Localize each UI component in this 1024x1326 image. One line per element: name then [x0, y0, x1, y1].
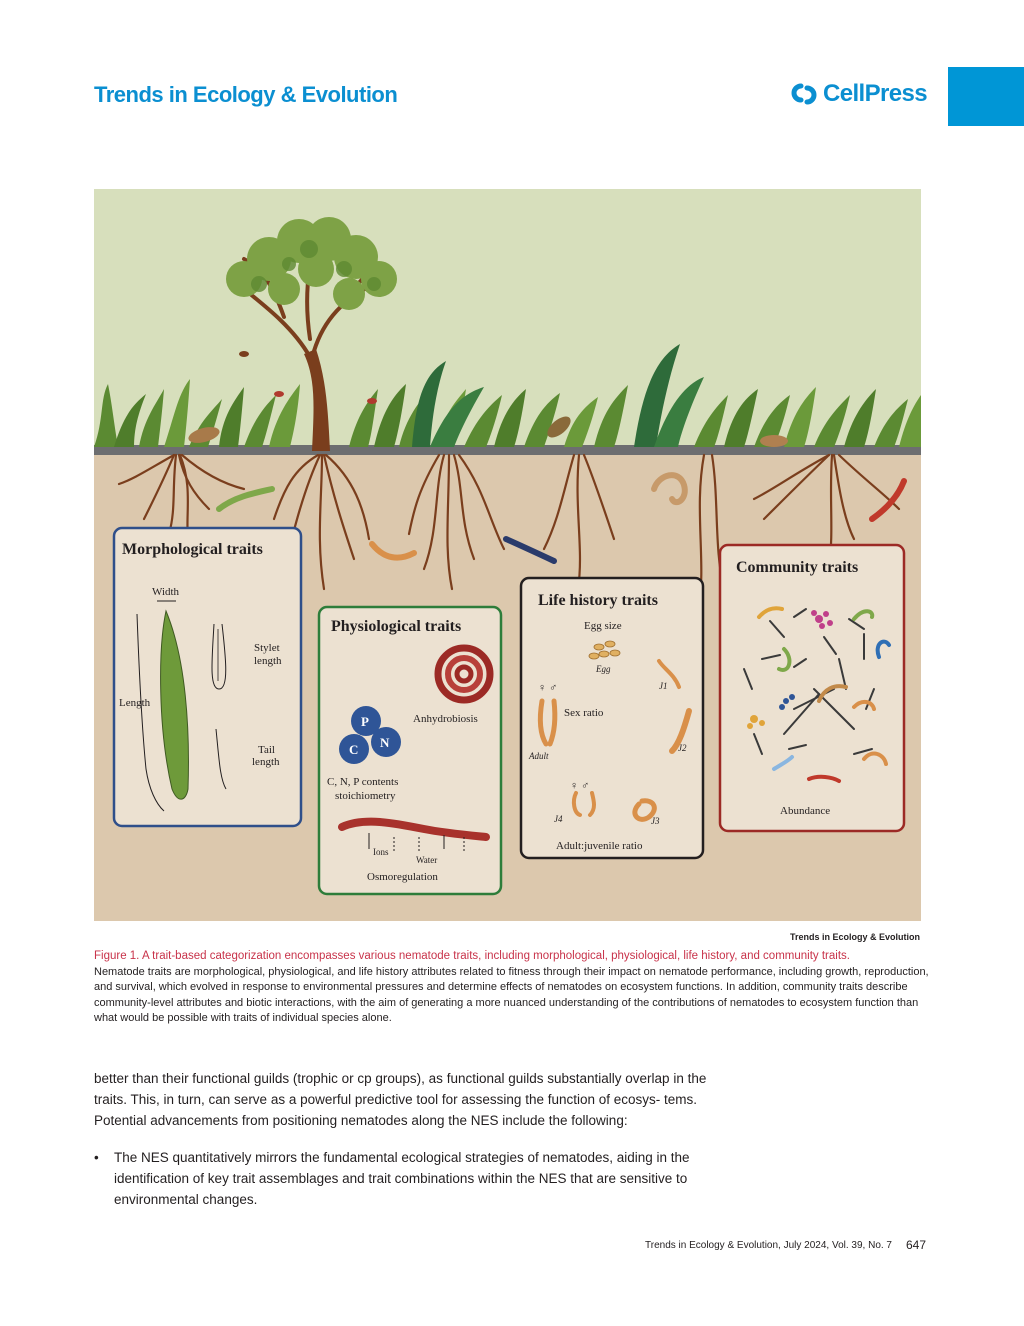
- publisher-name: CellPress: [823, 80, 928, 107]
- community-title: Community traits: [736, 559, 859, 576]
- figure-caption: [94, 949, 930, 1027]
- bullet-dot-icon: •: [94, 1150, 99, 1165]
- figure-1: [94, 189, 921, 921]
- physiological-traits-panel: [319, 607, 501, 894]
- page-number: 647: [906, 1238, 927, 1252]
- svg-text:♀ ♂: ♀ ♂: [538, 682, 558, 694]
- svg-text:length: length: [252, 756, 280, 768]
- caption-lead: Figure 1. A trait-based categorization encompasses various nematode traits, including morphological, physiological, life history, and community traits.: [94, 950, 850, 962]
- svg-text:Ions: Ions: [373, 847, 389, 857]
- morphological-title: Morphological traits: [122, 541, 263, 558]
- svg-text:J1: J1: [659, 681, 668, 691]
- svg-text:Length: Length: [119, 697, 151, 709]
- bullet-text: The NES quantitatively mirrors the fundamental ecological strategies of nematodes, aiding in the identification of key trait assemblages and trait combinations within the NES that are sensitive to environmental changes.: [114, 1150, 690, 1207]
- svg-text:Osmoregulation: Osmoregulation: [367, 871, 438, 883]
- community-traits-panel: [720, 545, 904, 831]
- svg-text:Adult: Adult: [529, 751, 549, 761]
- morphological-traits-panel: [114, 528, 301, 826]
- figure-credit: Trends in Ecology & Evolution: [789, 932, 920, 942]
- journal-title: Trends in Ecology & Evolution: [94, 82, 398, 107]
- body-paragraph: better than their functional guilds (trophic or cp groups), as functional guilds substantially overlap in the traits. This, in turn, can serve as a powerful predictive tool for assessing the function of ecosys- tems. Potential advancements from positioning nematodes along the NES include the following:: [94, 1071, 707, 1128]
- body-text: [94, 1068, 710, 1131]
- life-history-traits-panel: [521, 578, 703, 858]
- footer-citation: Trends in Ecology & Evolution, July 2024, Vol. 39, No. 7: [645, 1240, 892, 1251]
- life-history-title: Life history traits: [538, 592, 658, 609]
- svg-text:J3: J3: [651, 816, 660, 826]
- svg-text:Egg size: Egg size: [584, 620, 622, 632]
- physiological-title: Physiological traits: [331, 618, 462, 635]
- svg-text:Width: Width: [152, 586, 180, 598]
- svg-text:C: C: [349, 742, 359, 757]
- svg-text:C, N, P contents: C, N, P contents: [327, 776, 399, 788]
- svg-text:length: length: [254, 655, 282, 667]
- svg-text:Water: Water: [416, 855, 438, 865]
- figure-illustration: [94, 189, 921, 921]
- caption-text: Nematode traits are morphological, physiological, and life history attributes related to fitness through their impact on nematode performance, including growth, reproduction, and survival, which evolved in response to environmental pressures and determine effects of nematodes on ecosystem functions. In addition, community traits describe community-level attributes and biotic interactions, with the aim of generating a more nuanced understanding of the contributions of nematodes to ecosystem function than what would be possible with traits of individual species alone.: [94, 965, 929, 1024]
- svg-text:Anhydrobiosis: Anhydrobiosis: [413, 713, 478, 725]
- cellpress-logo-icon: [789, 81, 819, 107]
- svg-text:N: N: [380, 735, 390, 750]
- cellpress-logo: [789, 80, 927, 108]
- svg-text:stoichiometry: stoichiometry: [335, 790, 396, 802]
- svg-text:♀ ♂: ♀ ♂: [570, 780, 590, 792]
- svg-text:Adult:juvenile ratio: Adult:juvenile ratio: [556, 840, 643, 852]
- svg-text:J4: J4: [554, 814, 563, 824]
- svg-text:J2: J2: [678, 743, 687, 753]
- corner-accent-block: [948, 67, 1024, 126]
- svg-text:Stylet: Stylet: [254, 642, 280, 654]
- bullet-item: [94, 1147, 710, 1210]
- svg-text:Tail: Tail: [258, 744, 275, 756]
- svg-text:Abundance: Abundance: [780, 805, 831, 817]
- svg-text:Egg: Egg: [596, 664, 611, 674]
- svg-text:P: P: [361, 714, 369, 729]
- svg-text:Sex ratio: Sex ratio: [564, 707, 604, 719]
